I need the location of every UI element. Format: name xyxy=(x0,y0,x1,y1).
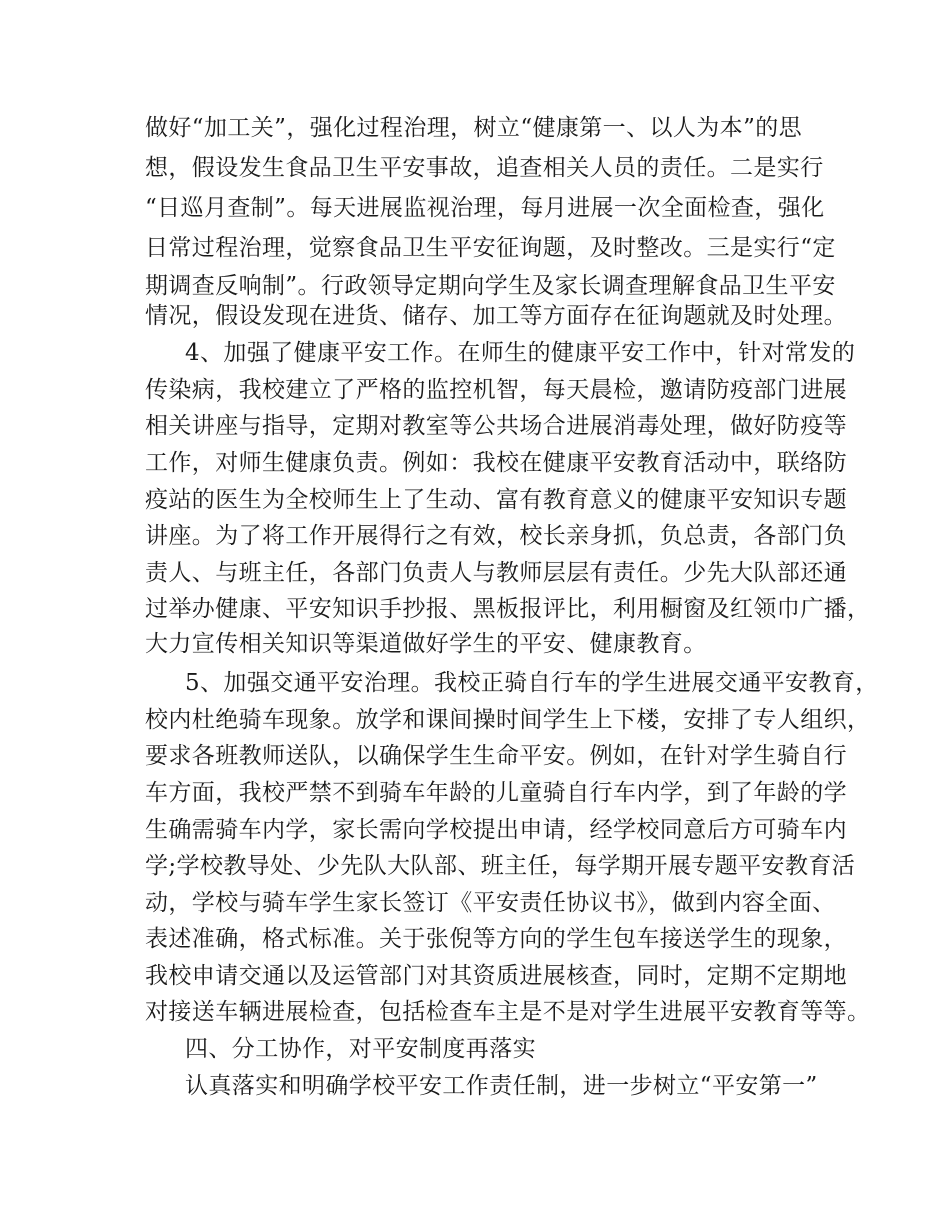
text-line: “日巡月查制”。每天进展监视治理，每月进展一次全面检查，强化 xyxy=(145,195,825,221)
paragraph-5-first-line: 5、加强交通平安治理。我校正骑自行车的学生进展交通平安教育， xyxy=(185,670,879,696)
text-line: 疫站的医生为全校师生上了生动、富有教育意义的健康平安知识专题 xyxy=(145,487,847,513)
text-line: 表述准确，格式标准。关于张倪等方向的学生包车接送学生的现象， xyxy=(145,926,847,952)
text-line: 过举办健康、平安知识手抄报、黑板报评比，利用橱窗及红领巾广播， xyxy=(145,596,871,622)
text-line: 想，假设发生食品卫生平安事故，追查相关人员的责任。二是实行 xyxy=(145,155,824,181)
text-line: 做好“加工关”，强化过程治理，树立“健康第一、以人为本”的思 xyxy=(145,115,803,141)
text-line: 期调查反响制”。行政领导定期向学生及家长调查理解食品卫生平安 xyxy=(145,273,836,299)
text-line: 动，学校与骑车学生家长签订《平安责任协议书》，做到内容全面、 xyxy=(145,890,836,916)
text-line: 日常过程治理，觉察食品卫生平安征询题，及时整改。三是实行“定 xyxy=(145,235,836,261)
text-line: 讲座。为了将工作开展得行之有效，校长亲身抓，负总责，各部门负 xyxy=(145,523,847,549)
text-line: 责人、与班主任，各部门负责人与教师层层有责任。少先大队部还通 xyxy=(145,560,847,586)
text-line: 学;学校教导处、少先队大队部、班主任，每学期开展专题平安教育活 xyxy=(145,853,856,879)
text-line: 情况，假设发现在进货、储存、加工等方面存在征询题就及时处理。 xyxy=(145,303,847,329)
text-line: 我校申请交通以及运管部门对其资质进展核查，同时，定期不定期地 xyxy=(145,963,847,989)
text-line: 校内杜绝骑车现象。放学和课间操时间学生上下楼，安排了专人组织， xyxy=(145,707,871,733)
text-line: 大力宣传相关知识等渠道做好学生的平安、健康教育。 xyxy=(145,631,707,657)
text-line: 车方面，我校严禁不到骑车年龄的儿童骑自行车内学，到了年龄的学 xyxy=(145,780,847,806)
text-line: 对接送车辆进展检查，包括检查车主是不是对学生进展平安教育等等。 xyxy=(145,999,871,1025)
text-line: 相关讲座与指导，定期对教室等公共场合进展消毒处理，做好防疫等 xyxy=(145,413,847,439)
paragraph-4-first-line: 4、加强了健康平安工作。在师生的健康平安工作中，针对常发的 xyxy=(185,340,856,366)
text-line: 生确需骑车内学，家长需向学校提出申请，经学校同意后方可骑车内 xyxy=(145,817,847,843)
text-line: 要求各班教师送队，以确保学生生命平安。例如，在针对学生骑自行 xyxy=(145,743,847,769)
text-line: 传染病，我校建立了严格的监控机智，每天晨检，邀请防疫部门进展 xyxy=(145,377,847,403)
paragraph-section-4-first-line: 认真落实和明确学校平安工作责任制，进一步树立“平安第一” xyxy=(185,1073,818,1099)
section-heading: 四、分工协作，对平安制度再落实 xyxy=(185,1036,536,1062)
text-line: 工作，对师生健康负责。例如：我校在健康平安教育活动中，联络防 xyxy=(145,450,847,476)
